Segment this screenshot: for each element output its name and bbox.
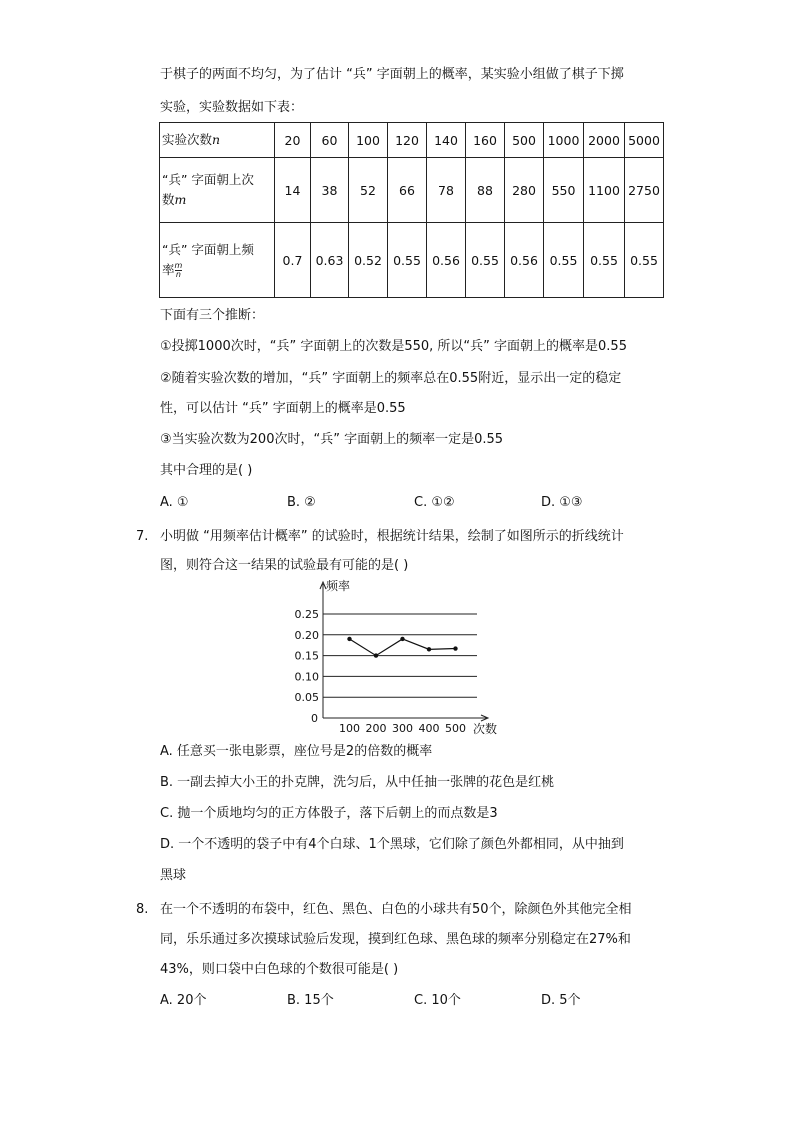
table-cell: 0.56 <box>505 223 544 298</box>
q6-statement-2a: ②随着实验次数的增加，“兵” 字面朝上的频率总在0.55附近，显示出一定的稳定 <box>160 371 622 386</box>
y-tick-label: 0.10 <box>294 670 319 684</box>
y-axis-title: 频率 <box>326 579 351 593</box>
y-tick-label: 0.25 <box>294 608 319 621</box>
q7-option-c[interactable]: C. 抛一个质地均匀的正方体骰子，落下后朝上的而点数是3 <box>160 806 498 821</box>
table-cell: 0.55 <box>584 223 625 298</box>
data-point <box>347 637 351 641</box>
table-cell: 120 <box>388 123 427 158</box>
table-cell: 60 <box>311 123 349 158</box>
q7-number: 7. <box>136 529 149 544</box>
table-cell: 52 <box>349 158 388 223</box>
intro-line-1: 于棋子的两面不均匀，为了估计 “兵” 字面朝上的概率，某实验小组做了棋子下掷 <box>160 67 624 82</box>
q7-line-1: 小明做 “用频率估计概率” 的试验时，根据统计结果，绘制了如图所示的折线统计 <box>160 529 624 544</box>
x-tick-label: 200 <box>365 722 387 735</box>
data-point <box>374 653 378 657</box>
q6-option-c[interactable]: C. ①② <box>414 495 455 510</box>
table-cell: 78 <box>427 158 466 223</box>
table-cell: 1100 <box>584 158 625 223</box>
table-cell: 2750 <box>625 158 664 223</box>
table-cell: 0.55 <box>388 223 427 298</box>
q7-option-a[interactable]: A. 任意买一张电影票，座位号是2的倍数的概率 <box>160 744 433 759</box>
x-tick-label: 500 <box>445 722 466 735</box>
q8-option-c[interactable]: C. 10个 <box>414 993 461 1008</box>
table-cell: 0.55 <box>466 223 505 298</box>
row-header-m: “兵” 字面朝上次 数m <box>160 158 275 223</box>
frequency-line-chart <box>285 576 505 740</box>
q6-statement-1: ①投掷1000次时，“兵” 字面朝上的次数是550, 所以“兵” 字面朝上的概率是0.55 <box>160 339 627 354</box>
table-cell: 0.52 <box>349 223 388 298</box>
table-cell: 88 <box>466 158 505 223</box>
data-point <box>427 647 431 651</box>
table-cell: 500 <box>505 123 544 158</box>
row-header-freq: “兵” 字面朝上频 率 $\frac{m}{n}$ <box>160 223 275 298</box>
table-cell: 2000 <box>584 123 625 158</box>
q7-option-d[interactable]: D. 一个不透明的袋子中有4个白球、1个黑球，它们除了颜色外都相同，从中抽到 <box>160 837 624 852</box>
table-cell: 0.63 <box>311 223 349 298</box>
q8-line-3: 43%，则口袋中白色球的个数很可能是( ) <box>160 962 399 977</box>
table-row <box>160 123 664 158</box>
experiment-table <box>159 122 664 298</box>
table-cell: 140 <box>427 123 466 158</box>
table-row <box>160 223 664 298</box>
q6-statement-3: ③当实验次数为200次时，“兵” 字面朝上的频率一定是0.55 <box>160 432 504 447</box>
q6-option-d[interactable]: D. ①③ <box>541 495 583 510</box>
intro-line-2: 实验，实验数据如下表： <box>160 100 304 115</box>
y-tick-label: 0.20 <box>294 628 319 642</box>
data-point <box>400 637 404 641</box>
table-cell: 160 <box>466 123 505 158</box>
table-cell: 0.56 <box>427 223 466 298</box>
q8-line-1: 在一个不透明的布袋中，红色、黑色、白色的小球共有50个，除颜色外其他完全相 <box>160 902 632 917</box>
row-header-n: 实验次数n <box>160 123 275 158</box>
table-cell: 0.55 <box>625 223 664 298</box>
table-cell: 280 <box>505 158 544 223</box>
q8-line-2: 同，乐乐通过多次摸球试验后发现，摸到红色球、黑色球的频率分别稳定在27%和 <box>160 932 631 947</box>
fraction-m-over-n: $\frac{m}{n}$ <box>174 261 183 279</box>
y-tick-label: 0.05 <box>294 691 319 705</box>
q6-option-b[interactable]: B. ② <box>287 495 316 510</box>
q7-option-b[interactable]: B. 一副去掉大小王的扑克牌，洗匀后，从中任抽一张牌的花色是红桃 <box>160 775 555 790</box>
q8-option-b[interactable]: B. 15个 <box>287 993 334 1008</box>
x-tick-label: 100 <box>339 722 360 735</box>
table-cell: 100 <box>349 123 388 158</box>
table-cell: 0.55 <box>544 223 584 298</box>
origin-label: 0 <box>311 712 318 725</box>
table-cell: 38 <box>311 158 349 223</box>
q8-option-a[interactable]: A. 20个 <box>160 993 207 1008</box>
table-cell: 5000 <box>625 123 664 158</box>
x-tick-label: 400 <box>418 722 440 735</box>
q8-option-d[interactable]: D. 5个 <box>541 993 581 1008</box>
q7-line-2: 图，则符合这一结果的试验最有可能的是( ) <box>160 558 409 573</box>
q8-number: 8. <box>136 902 149 917</box>
table-cell: 20 <box>275 123 311 158</box>
table-cell: 14 <box>275 158 311 223</box>
q6-statement-2b: 性，可以估计 “兵” 字面朝上的概率是0.55 <box>160 401 406 416</box>
table-cell: 0.7 <box>275 223 311 298</box>
q6-ask: 其中合理的是( ) <box>160 463 253 478</box>
table-cell: 66 <box>388 158 427 223</box>
data-point <box>453 646 457 650</box>
table-cell: 550 <box>544 158 584 223</box>
x-axis-title: 次数 <box>473 722 498 736</box>
x-tick-label: 300 <box>392 722 413 735</box>
series-line <box>350 639 456 656</box>
q6-lead: 下面有三个推断： <box>160 308 265 323</box>
table-cell: 1000 <box>544 123 584 158</box>
y-tick-label: 0.15 <box>294 649 319 663</box>
table-row <box>160 158 664 223</box>
q6-option-a[interactable]: A. ① <box>160 495 189 510</box>
q7-option-d-continued: 黑球 <box>160 868 187 883</box>
